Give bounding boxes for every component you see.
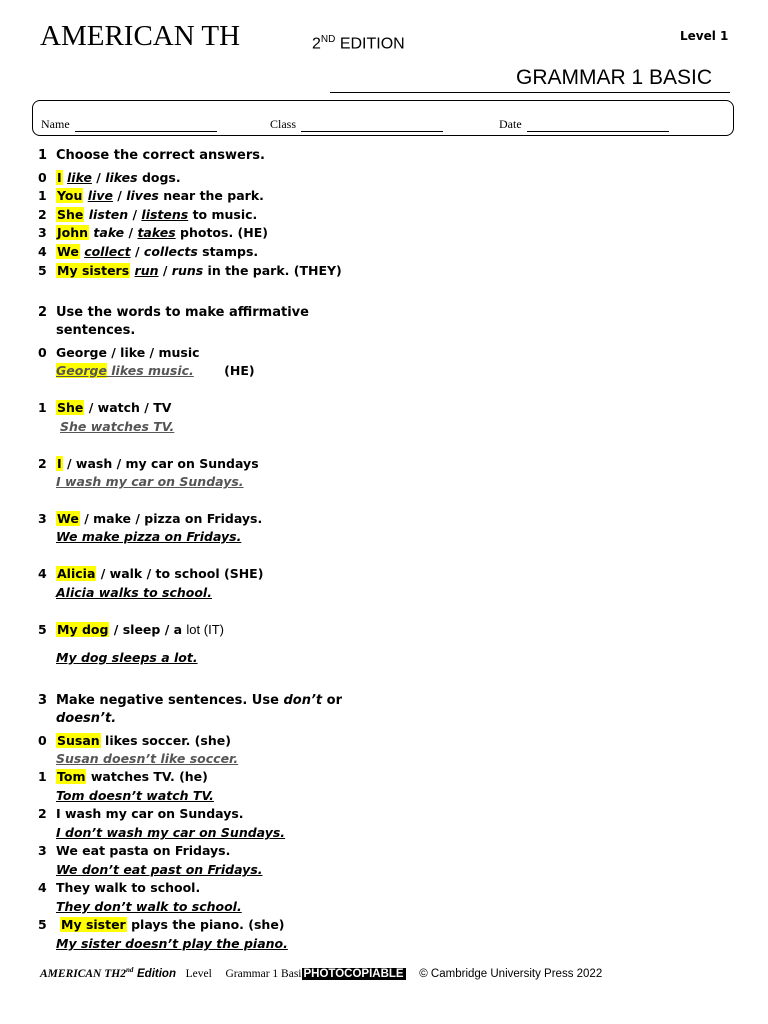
item-prompt: / walk / to school (SHE) bbox=[100, 566, 264, 581]
ex1-item-4: 4 We collect / collects stamps. bbox=[38, 244, 259, 259]
ex2-answer-0 bbox=[56, 363, 255, 378]
ex1-item-1: 1 You live / lives near the park. bbox=[38, 188, 264, 203]
item-rest: photos. (HE) bbox=[180, 225, 268, 240]
item-number: 4 bbox=[38, 566, 47, 581]
subject-highlight: Alicia bbox=[57, 566, 96, 581]
item-prompt: / make / pizza on Fridays. bbox=[84, 511, 263, 526]
ex3-title: Make negative sentences. Use bbox=[56, 693, 279, 708]
item-number: 4 bbox=[38, 880, 47, 895]
ex2-answer-4: Alicia walks to school. bbox=[56, 585, 212, 600]
ex3-title-or: or bbox=[326, 693, 342, 708]
photocopiable-badge: PHOTOCOPIABLE bbox=[303, 968, 404, 980]
ex3-answer-5: My sister doesn’t play the piano. bbox=[56, 936, 288, 951]
ex3-answer-4: They don’t walk to school. bbox=[56, 899, 242, 914]
item-number: 2 bbox=[38, 456, 47, 471]
ex2-item-5 bbox=[38, 622, 224, 637]
ex2-answer-1: She watches TV. bbox=[60, 419, 175, 434]
subject-highlight: You bbox=[57, 188, 83, 203]
footer-edition-num: 2 bbox=[120, 968, 126, 980]
ex3-item-0 bbox=[38, 733, 231, 748]
ex2-title-line1: Use the words to make affirmative bbox=[56, 305, 309, 320]
ex2-title-line2: sentences. bbox=[56, 323, 136, 338]
ex2-answer-3: We make pizza on Fridays. bbox=[56, 529, 242, 544]
item-number: 1 bbox=[38, 769, 47, 784]
answer-highlight-word: George bbox=[56, 363, 107, 378]
ex3-item-4 bbox=[38, 880, 200, 895]
item-number: 5 bbox=[38, 622, 47, 637]
footer-title: AMERICAN TH bbox=[40, 968, 121, 980]
ex3-title-dont: don’t bbox=[283, 693, 323, 708]
item-prompt: They walk to school. bbox=[56, 880, 201, 895]
option-b[interactable]: collects bbox=[143, 244, 198, 259]
item-prompt: / sleep / a bbox=[113, 622, 183, 637]
option-b[interactable]: likes bbox=[105, 170, 138, 185]
item-number: 0 bbox=[38, 170, 47, 185]
worksheet-subtitle: GRAMMAR 1 BASIC bbox=[516, 66, 713, 89]
level-label: Level 1 bbox=[680, 29, 729, 43]
name-line bbox=[75, 121, 217, 132]
ex3-number: 3 bbox=[38, 693, 48, 708]
item-number: 0 bbox=[38, 733, 47, 748]
subject-highlight: My sister bbox=[61, 917, 126, 932]
ex1-heading bbox=[38, 148, 265, 163]
subject-highlight: I bbox=[57, 456, 62, 471]
class-field[interactable] bbox=[270, 113, 443, 132]
ex1-item-3: 3 John take / takes photos. (HE) bbox=[38, 225, 268, 240]
item-number: 2 bbox=[38, 207, 47, 222]
item-number: 0 bbox=[38, 345, 47, 360]
ex2-answer-5: My dog sleeps a lot. bbox=[56, 650, 198, 665]
item-number: 3 bbox=[38, 225, 47, 240]
edition-word: EDITION bbox=[339, 35, 405, 53]
ex2-item-1 bbox=[38, 400, 171, 415]
item-prompt: plays the piano. (she) bbox=[131, 917, 285, 932]
option-a[interactable]: take bbox=[93, 225, 125, 240]
name-label: Name bbox=[41, 117, 70, 131]
ex1-item-0: 0 I like / likes dogs. bbox=[38, 170, 181, 185]
subject-highlight: My dog bbox=[57, 622, 109, 637]
edition-label bbox=[312, 34, 405, 53]
date-line bbox=[527, 121, 669, 132]
ex1-title: Choose the correct answers. bbox=[56, 148, 265, 163]
ex3-item-5 bbox=[38, 917, 285, 932]
ex2-number: 2 bbox=[38, 305, 48, 320]
subject-highlight: She bbox=[57, 207, 84, 222]
subject-highlight: I bbox=[57, 170, 62, 185]
item-number: 5 bbox=[38, 917, 47, 932]
ex3-item-1 bbox=[38, 769, 208, 784]
subject-highlight: John bbox=[57, 225, 89, 240]
option-b[interactable]: takes bbox=[137, 225, 176, 240]
ex2-item-2 bbox=[38, 456, 259, 471]
edition-sup: ND bbox=[320, 34, 336, 45]
item-number: 1 bbox=[38, 188, 47, 203]
subject-highlight: We bbox=[57, 511, 79, 526]
subtitle-rule bbox=[330, 92, 730, 93]
ex1-item-5: 5 My sisters run / runs in the park. (THEY) bbox=[38, 263, 342, 278]
worksheet-title: AMERICAN TH bbox=[40, 20, 241, 52]
option-a[interactable]: collect bbox=[84, 244, 131, 259]
item-rest: dogs. bbox=[141, 170, 181, 185]
option-a[interactable]: live bbox=[87, 188, 113, 203]
ex1-item-2: 2 She listen / listens to music. bbox=[38, 207, 258, 222]
footer-copyright: © Cambridge University Press 2022 bbox=[419, 968, 603, 980]
item-prompt: George / like / music bbox=[56, 345, 200, 360]
item-note: (HE) bbox=[224, 363, 255, 378]
ex3-answer-3: We don’t eat past on Fridays. bbox=[56, 862, 263, 877]
item-prompt: / watch / TV bbox=[88, 400, 172, 415]
item-rest: near the park. bbox=[163, 188, 264, 203]
footer-level: Level bbox=[185, 968, 212, 980]
item-prompt: watches TV. (he) bbox=[90, 769, 208, 784]
ex1-number: 1 bbox=[38, 148, 48, 163]
item-prompt: I wash my car on Sundays. bbox=[56, 806, 244, 821]
item-prompt: likes soccer. (she) bbox=[105, 733, 231, 748]
subject-highlight: Susan bbox=[57, 733, 100, 748]
ex3-heading bbox=[38, 693, 342, 708]
option-b[interactable]: runs bbox=[171, 263, 204, 278]
item-number: 3 bbox=[38, 843, 47, 858]
subject-highlight: My sisters bbox=[57, 263, 130, 278]
student-info-box bbox=[32, 100, 734, 136]
footer-edition-sup: nd bbox=[125, 966, 134, 975]
option-a[interactable]: listen bbox=[88, 207, 129, 222]
item-prompt-tail: lot (IT) bbox=[186, 622, 224, 637]
ex2-heading bbox=[38, 305, 309, 320]
ex3-answer-1: Tom doesn’t watch TV. bbox=[56, 788, 214, 803]
name-field[interactable] bbox=[41, 113, 217, 132]
subject-highlight: Tom bbox=[57, 769, 86, 784]
ex2-item-4 bbox=[38, 566, 263, 581]
footer-grammar: Grammar 1 Basi bbox=[225, 968, 302, 980]
item-number: 3 bbox=[38, 511, 47, 526]
answer-text: likes music. bbox=[106, 363, 194, 378]
item-number: 5 bbox=[38, 263, 47, 278]
option-a[interactable]: run bbox=[134, 263, 159, 278]
ex2-item-3 bbox=[38, 511, 262, 526]
class-label: Class bbox=[270, 117, 297, 131]
ex3-answer-2: I don’t wash my car on Sundays. bbox=[56, 825, 286, 840]
date-label: Date bbox=[499, 117, 522, 131]
footer bbox=[40, 966, 602, 980]
subject-highlight: She bbox=[57, 400, 84, 415]
ex3-item-2 bbox=[38, 806, 244, 821]
item-rest: stamps. bbox=[202, 244, 259, 259]
item-rest: to music. bbox=[192, 207, 258, 222]
item-number: 2 bbox=[38, 806, 47, 821]
footer-edition-word: Edition bbox=[137, 968, 176, 980]
option-b[interactable]: listens bbox=[141, 207, 189, 222]
class-line bbox=[301, 121, 443, 132]
ex3-item-3 bbox=[38, 843, 230, 858]
item-number: 4 bbox=[38, 244, 47, 259]
ex3-answer-0: Susan doesn’t like soccer. bbox=[56, 751, 239, 766]
ex2-item-0 bbox=[38, 345, 200, 360]
option-a[interactable]: like bbox=[67, 170, 92, 185]
edition-number: 2 bbox=[312, 35, 321, 53]
option-b[interactable]: lives bbox=[126, 188, 159, 203]
item-prompt: / wash / my car on Sundays bbox=[67, 456, 259, 471]
item-prompt: We eat pasta on Fridays. bbox=[56, 843, 231, 858]
ex3-title-doesnt: doesn’t. bbox=[56, 711, 117, 726]
ex2-answer-2: I wash my car on Sundays. bbox=[56, 474, 244, 489]
item-rest: in the park. (THEY) bbox=[207, 263, 342, 278]
date-field[interactable] bbox=[499, 113, 669, 132]
subject-highlight: We bbox=[57, 244, 79, 259]
item-number: 1 bbox=[38, 400, 47, 415]
